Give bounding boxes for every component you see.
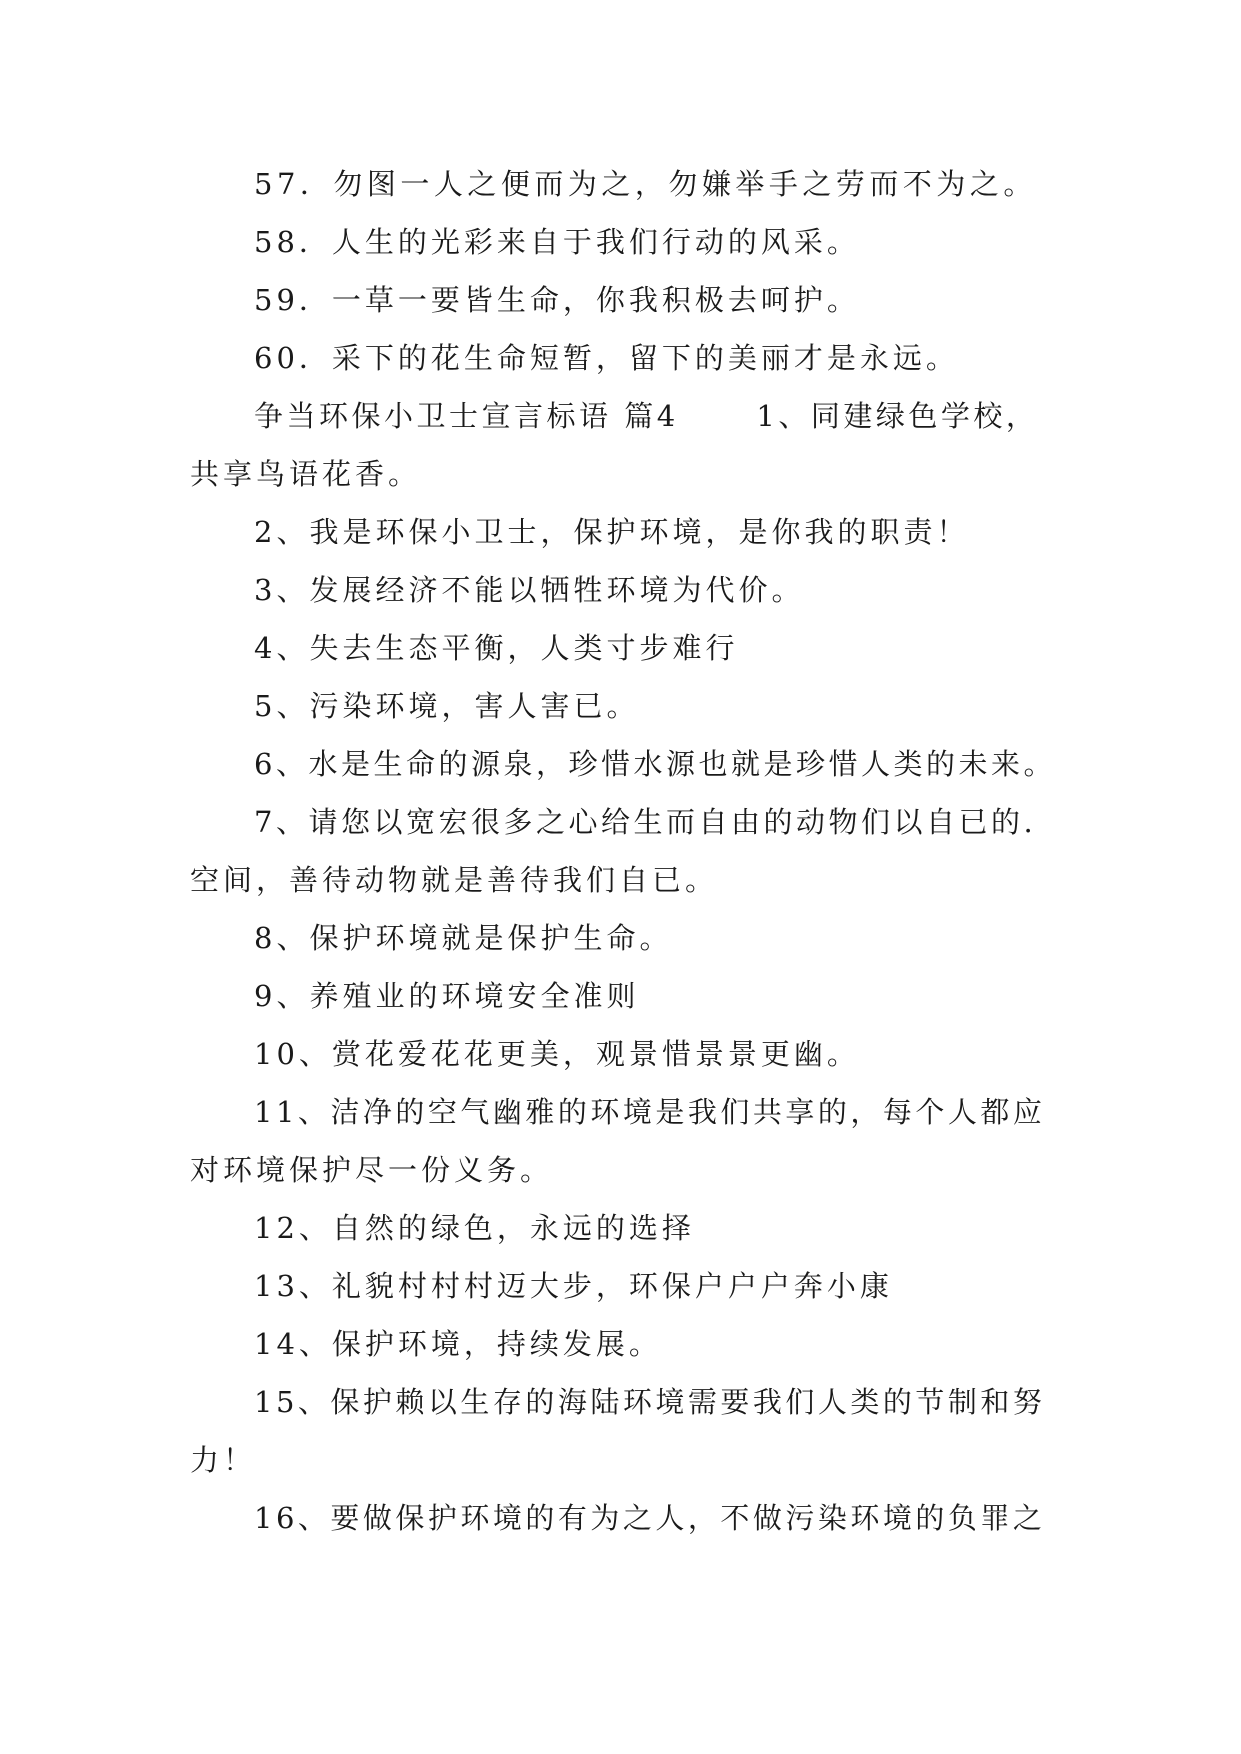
text-line: 16、要做保护环境的有为之人，不做污染环境的负罪之 [254,1501,1046,1535]
text-line: 7、请您以宽宏很多之心给生而自由的动物们以自已的. [254,805,1037,839]
text-line: 3、发展经济不能以牺牲环境为代价。 [254,573,805,607]
text-line: 12、自然的绿色，永远的选择 [254,1211,695,1245]
text-line: 2、我是环保小卫士，保护环境，是你我的职责！ [254,515,970,549]
text-line: 对环境保护尽一份义务。 [190,1153,554,1187]
text-line: 力！ [190,1443,257,1477]
text-line: 共享鸟语花香。 [190,457,422,491]
text-line: 6、水是生命的源泉，珍惜水源也就是珍惜人类的未来。 [254,747,1056,781]
text-line: 8、保护环境就是保护生命。 [254,921,673,955]
text-line: 5、污染环境，害人害已。 [254,689,640,723]
text-line: 空间，善待动物就是善待我们自已。 [190,863,719,897]
text-line: 60．采下的花生命短暂，留下的美丽才是永远。 [254,341,959,375]
text-line: 13、礼貌村村村迈大步，环保户户户奔小康 [254,1269,893,1303]
text-line: 4、失去生态平衡，人类寸步难行 [254,631,739,665]
text-line: 9、养殖业的环境安全准则 [254,979,640,1013]
text-line: 11、洁净的空气幽雅的环境是我们共享的，每个人都应 [254,1095,1046,1129]
text-line: 争当环保小卫士宣言标语 篇4 1、同建绿色学校， [254,399,1039,433]
text-line: 14、保护环境，持续发展。 [254,1327,662,1361]
text-line: 57．勿图一人之便而为之，勿嫌举手之劳而不为之。 [254,167,1037,201]
text-line: 15、保护赖以生存的海陆环境需要我们人类的节制和努 [254,1385,1046,1419]
text-line: 59．一草一要皆生命，你我积极去呵护。 [254,283,860,317]
text-line: 58．人生的光彩来自于我们行动的风采。 [254,225,860,259]
text-line: 10、赏花爱花花更美，观景惜景景更幽。 [254,1037,860,1071]
